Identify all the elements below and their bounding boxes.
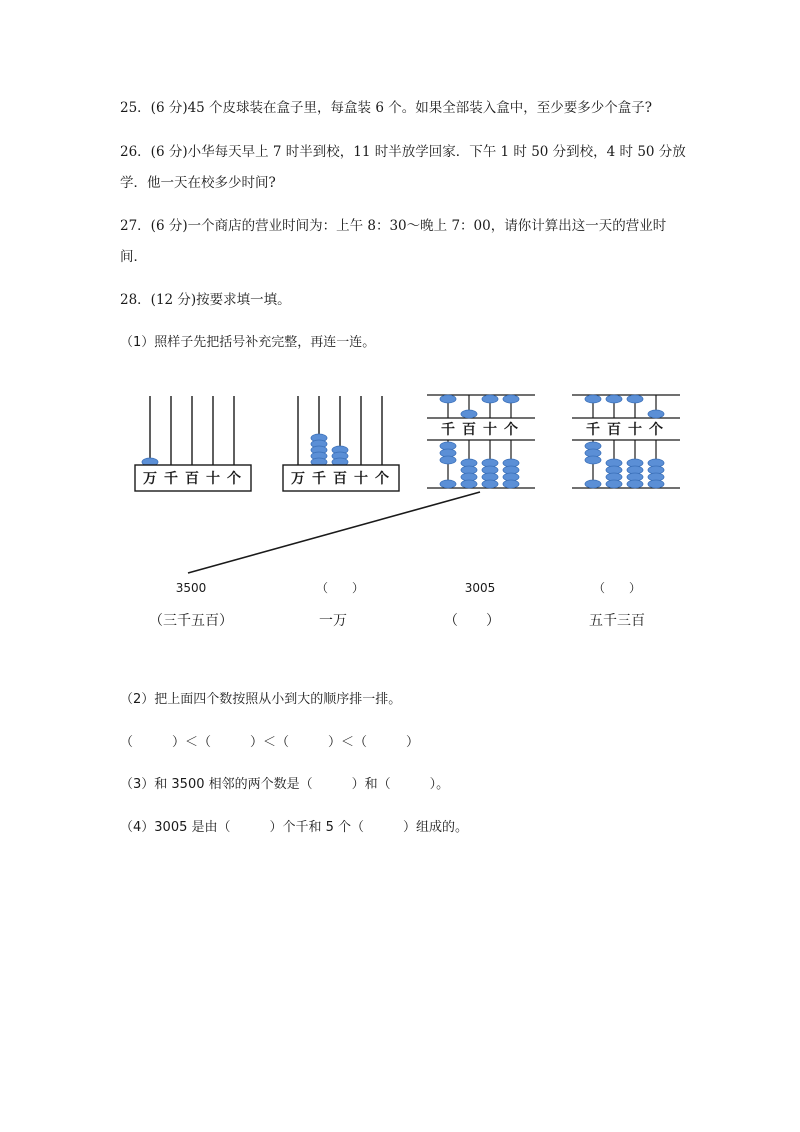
abacus-2-label: 个 [375, 471, 389, 487]
abacus-1-label: 百 [185, 471, 199, 487]
abacus-4-label: 百 [607, 422, 621, 438]
abacus-2-beads [311, 434, 348, 466]
abacus-3-label: 千 [441, 422, 455, 438]
part-1-instruction: （1）照样子先把括号补充完整，再连一连。 [120, 335, 376, 350]
part-4-question: （4）3005 是由（ ）个千和 5 个（ ）组成的。 [120, 820, 469, 835]
abacus-figure [0, 380, 800, 640]
abacus-3-label: 百 [462, 422, 476, 438]
abacus-4-label: 个 [649, 422, 663, 438]
abacus-1 [135, 396, 251, 491]
question-26-line-1: 26．(6 分)小华每天早上 7 时半到校，11 时半放学回家．下午 1 时 50 分到校，4 时 50 分放 [120, 144, 686, 160]
abacus-3 [427, 395, 535, 488]
abacus-2-label: 百 [333, 471, 347, 487]
abacus-1-label: 个 [227, 471, 241, 487]
abacus-3-label: 十 [483, 422, 497, 438]
abacus-4 [572, 395, 680, 488]
word-label: 一万 [319, 613, 347, 629]
abacus-4-beads [585, 395, 664, 488]
word-label: 五千三百 [589, 613, 645, 629]
abacus-1-label: 十 [206, 471, 220, 487]
part-3-question: （3）和 3500 相邻的两个数是（ ）和（ ）。 [120, 777, 450, 792]
question-27-line-1: 27．(6 分)一个商店的营业时间为：上午 8：30～晚上 7：00，请你计算出这一天的营业时 [120, 218, 667, 234]
question-28-heading: 28．(12 分)按要求填一填。 [120, 292, 291, 308]
abacus-2-label: 万 [291, 471, 305, 487]
abacus-2-label: 十 [354, 471, 368, 487]
word-label: （三千五百） [149, 613, 233, 629]
part-2-instruction: （2）把上面四个数按照从小到大的顺序排一排。 [120, 692, 402, 707]
number-label: 3005 [464, 581, 496, 595]
abacus-4-label: 十 [628, 422, 642, 438]
abacus-1-label: 千 [164, 471, 178, 487]
abacus-3-label: 个 [504, 422, 518, 438]
word-label: （ ） [444, 613, 500, 629]
abacus-1-label: 万 [143, 471, 157, 487]
number-label: （ ） [315, 581, 365, 595]
question-25: 25．(6 分)45 个皮球装在盒子里，每盒装 6 个。如果全部装入盒中，至少要多少个盒子? [120, 100, 652, 116]
number-label: （ ） [592, 581, 642, 595]
question-26-line-2: 学．他一天在校多少时间? [120, 175, 276, 191]
abacus-2-label: 千 [312, 471, 326, 487]
abacus-3-beads [440, 395, 519, 488]
sample-connect-line [188, 492, 480, 573]
number-label: 3500 [175, 581, 207, 595]
part-2-order-line: （ ）＜（ ）＜（ ）＜（ ） [120, 735, 420, 750]
abacus-2 [283, 396, 399, 491]
question-27-line-2: 间． [120, 249, 147, 265]
abacus-4-label: 千 [586, 422, 600, 438]
